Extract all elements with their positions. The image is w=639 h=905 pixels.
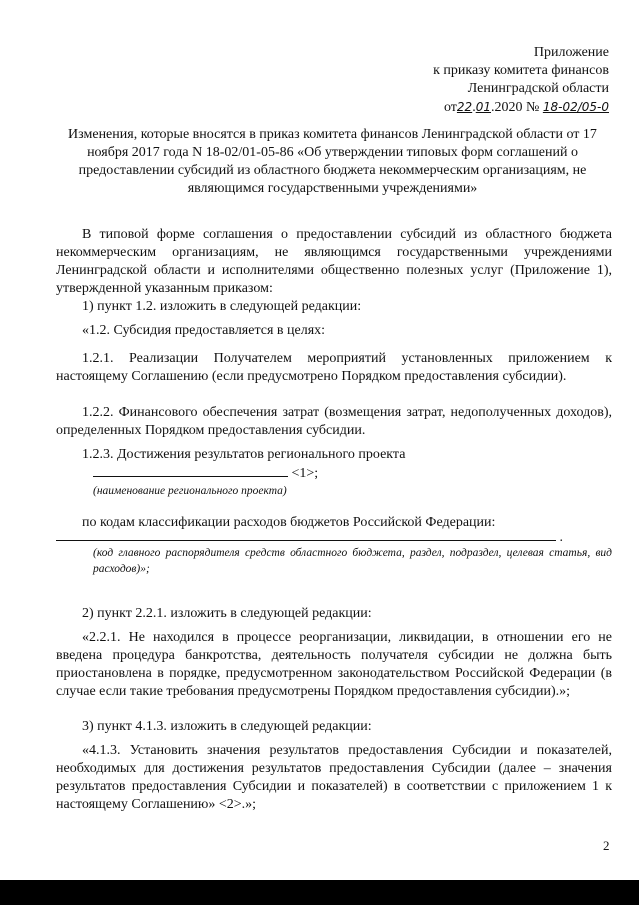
date-prefix: от xyxy=(443,100,457,115)
clause-1-2-1: 1.2.1. Реализации Получателем мероприятий установленных приложением к настоящему Соглашению (если предусмотрено Порядком предоставления субсидии). xyxy=(56,351,612,384)
scan-bottom-border xyxy=(0,880,639,905)
budget-codes-blank xyxy=(56,528,556,541)
intro-paragraph: В типовой форме соглашения о предоставлении субсидий из областного бюджета некоммерческим организациям, не являющимся государственными учреждениями Ленинградской области и исполнителями общественно полезных услуг (Приложение 1), утвержденной указанным приказом: xyxy=(56,227,612,296)
clause-1-2-3: 1.2.3. Достижения результатов регионального проекта xyxy=(82,447,406,462)
budget-codes-caption: (код главного распорядителя средств областного бюджета, раздел, подраздел, целевая статья, вид расходов)»; xyxy=(93,547,612,575)
clause-1-2: «1.2. Субсидия предоставляется в целях: xyxy=(82,323,326,338)
item-1: 1) пункт 1.2. изложить в следующей редакции: xyxy=(82,299,362,314)
header-date-line: от22.01.2020 № 18-02/05-0 xyxy=(443,100,609,115)
clause-2-2-1: «2.2.1. Не находился в процессе реорганизации, ликвидации, в отношении его не введена процедура банкротства, деятельность получателя субсидии не должна быть приостановлена в порядке, предусмотренном законодательством Российской Федерации (в случае если такие требования предусмотрены Порядком предоставления субсидии).»; xyxy=(56,630,612,699)
regional-project-blank xyxy=(93,464,288,477)
header-line-order: к приказу комитета финансов xyxy=(433,63,609,78)
handwritten-month: 01 xyxy=(475,100,491,114)
header-line-appendix: Приложение xyxy=(533,45,609,60)
regional-project-field xyxy=(93,464,393,483)
clause-4-1-3: «4.1.3. Установить значения результатов предоставления Субсидии и показателей, необходимых для достижения результатов предоставления Субсидии (далее – значения результатов предоставления Субсидии и показателей) в соответствии с приложением 1 к настоящему Соглашению» <2>.»; xyxy=(56,743,612,812)
budget-codes-end: . xyxy=(559,530,563,545)
page-number: 2 xyxy=(603,838,610,853)
date-year: .2020 № xyxy=(490,100,540,115)
header-line-region: Ленинградской области xyxy=(467,81,609,96)
footnote-marker-1: <1>; xyxy=(291,466,319,481)
document-title: Изменения, которые вносятся в приказ комитета финансов Ленинградской области от 17 ноября 2017 года N 18-02/01-05-86 «Об утверждении типовых форм соглашений о предоставлении субсидий из областного бюджета некоммерческим организациям, не являющимся государственными учреждениями» xyxy=(68,127,597,196)
document-header xyxy=(349,44,609,117)
item-2: 2) пункт 2.2.1. изложить в следующей редакции: xyxy=(82,606,372,621)
regional-project-caption: (наименование регионального проекта) xyxy=(93,485,287,497)
clause-1-2-2: 1.2.2. Финансового обеспечения затрат (возмещения затрат, недополученных доходов), определенных Порядком предоставления субсидии. xyxy=(56,405,612,438)
handwritten-number: 18-02/05-0 xyxy=(542,100,609,114)
handwritten-day: 22 xyxy=(456,100,473,114)
item-3: 3) пункт 4.1.3. изложить в следующей редакции: xyxy=(82,719,372,734)
budget-codes-text: по кодам классификации расходов бюджетов Российской Федерации: xyxy=(82,515,496,530)
